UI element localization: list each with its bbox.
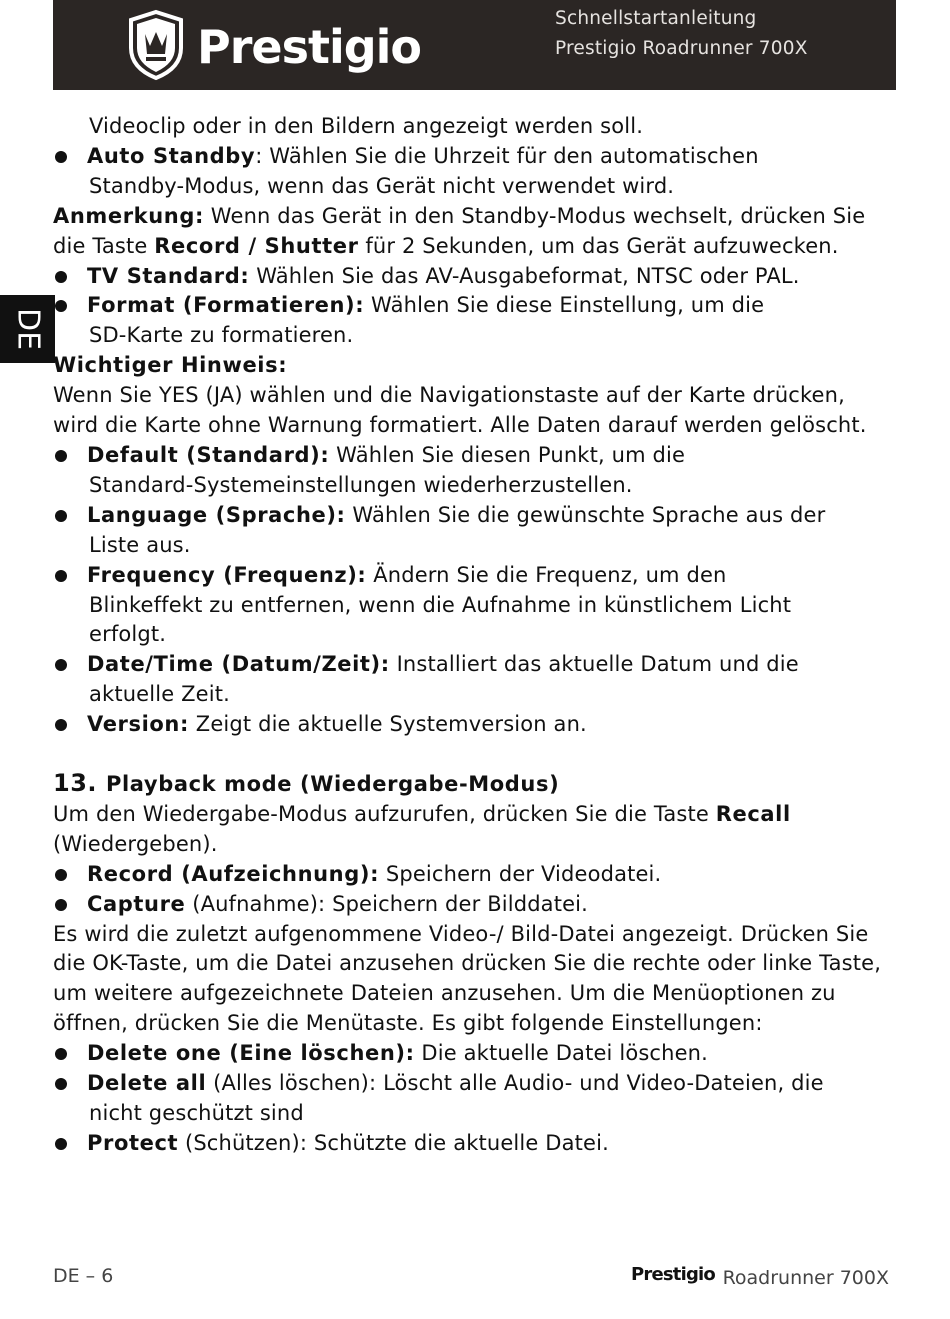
bullet-icon <box>55 300 67 312</box>
list-item-version: Version: Zeigt die aktuelle Systemversion an. <box>53 710 883 740</box>
list-item-format: Format (Formatieren): Wählen Sie diese Einstellung, um die SD-Karte zu formatieren. <box>53 291 883 351</box>
page-number: DE – 6 <box>53 1265 114 1287</box>
footer-product-name: Roadrunner 700X <box>722 1267 889 1289</box>
bullet-icon <box>55 869 67 881</box>
list-item-delete-one: Delete one (Eine löschen): Die aktuelle Datei löschen. <box>53 1039 883 1069</box>
bullet-icon <box>55 570 67 582</box>
header-bar <box>53 0 896 90</box>
bullet-icon <box>55 899 67 911</box>
prestigio-logo <box>119 6 424 86</box>
playback-paragraph: Es wird die zuletzt aufgenommene Video-/ Bild-Datei angezeigt. Drücken Sie die OK-Taste, um die Datei anzusehen drücken Sie die rechte oder linke Taste, um weitere aufgezeichnete Dateien anzusehen. Um die Menüoptionen zu öffnen, drücken Sie die Menütaste. Es gibt folgende Einstellungen: <box>53 921 882 1036</box>
svg-text:Prestigio: Prestigio <box>197 20 422 74</box>
important-note-text: Wenn Sie YES (JA) wählen und die Navigationstaste auf der Karte drücken, wird die Karte ohne Warnung formatiert. Alle Daten darauf werden gelöscht. <box>53 383 867 438</box>
bullet-icon <box>55 719 67 731</box>
bullet-icon <box>55 151 67 163</box>
header-text <box>555 4 808 64</box>
list-item-default: Default (Standard): Wählen Sie diesen Punkt, um die Standard-Systemeinstellungen wiederherzustellen. <box>53 441 883 501</box>
playback-intro: Um den Wiedergabe-Modus aufzurufen, drücken Sie die Taste Recall (Wiedergeben). <box>53 801 791 856</box>
note-paragraph: Anmerkung: Wenn das Gerät in den Standby-Modus wechselt, drücken Sie die Taste Record / Shutter für 2 Sekunden, um das Gerät aufzuwecken. <box>53 203 866 258</box>
prestigio-wordmark <box>631 1263 717 1285</box>
list-item-frequency: Frequency (Frequenz): Ändern Sie die Frequenz, um den Blinkeffekt zu entfernen, wenn die Aufnahme in künstlichem Licht erfolgt. <box>53 561 883 651</box>
bullet-icon <box>55 659 67 671</box>
language-tab-label: DE <box>10 307 45 351</box>
footer <box>53 1263 889 1293</box>
svg-text:Prestigio: Prestigio <box>630 1264 715 1285</box>
list-item-record: Record (Aufzeichnung): Speichern der Videodatei. <box>53 860 883 890</box>
footer-product <box>631 1263 889 1289</box>
list-item-datetime: Date/Time (Datum/Zeit): Installiert das aktuelle Datum und die aktuelle Zeit. <box>53 650 883 710</box>
list-item-auto-standby: Auto Standby: Wählen Sie die Uhrzeit für den automatischen Standby-Modus, wenn das Gerät nicht verwendet wird. <box>53 142 883 202</box>
bullet-icon <box>55 510 67 522</box>
bullet-icon <box>55 1078 67 1090</box>
list-item-delete-all: Delete all (Alles löschen): Löscht alle Audio- und Video-Dateien, die nicht geschützt sind <box>53 1069 883 1129</box>
product-name: Prestigio Roadrunner 700X <box>555 38 808 59</box>
list-item-capture: Capture (Aufnahme): Speichern der Bilddatei. <box>53 890 883 920</box>
page-content <box>53 112 883 1159</box>
list-item-protect: Protect (Schützen): Schützte die aktuelle Datei. <box>53 1129 883 1159</box>
bullet-icon <box>55 271 67 283</box>
bullet-icon <box>55 1048 67 1060</box>
bullet-icon <box>55 450 67 462</box>
list-item-language: Language (Sprache): Wählen Sie die gewünschte Sprache aus der Liste aus. <box>53 501 883 561</box>
section-heading: 13. Playback mode (Wiedergabe-Modus) <box>53 769 560 798</box>
important-note-label: Wichtiger Hinweis: <box>53 353 288 378</box>
language-tab <box>0 295 55 363</box>
doc-title: Schnellstartanleitung <box>555 8 757 29</box>
paragraph: Videoclip oder in den Bildern angezeigt werden soll. <box>89 114 644 138</box>
list-item-tv-standard: TV Standard: Wählen Sie das AV-Ausgabeformat, NTSC oder PAL. <box>53 262 883 292</box>
bullet-icon <box>55 1138 67 1150</box>
